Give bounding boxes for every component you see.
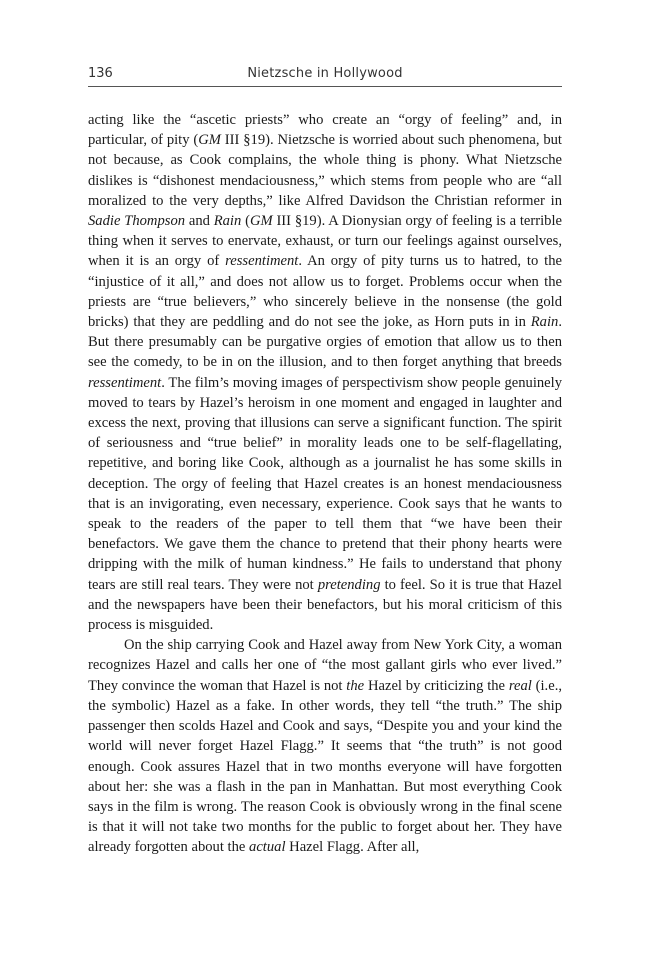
running-title: Nietzsche in Hollywood (247, 66, 403, 81)
paragraph-1: acting like the “ascetic priests” who create an “orgy of feeling” and, in particular, of pity (GM III §19). Nietzsche is worried about such phenomena, but not because, as Cook complains, the whole thing is phony. What Nietzsche dislikes is “dishonest mendaciousness,” which stems from people who are “all moralized to the very depths,” like Alfred Davidson the Christian reformer in Sadie Thompson and Rain (GM III §19). A Dionysian orgy of feeling is a terrible thing when it serves to enervate, exhaust, or turn our feelings against ourselves, when it is an orgy of ressentiment. An orgy of pity turns us to hatred, to the “injustice of it all,” and does not allow us to forget. Problems occur when the priests are “true believers,” who sincerely believe in the nonsense (the gold bricks) that they are peddling and do not see the joke, as Horn puts in in Rain. But there presumably can be purgative orgies of emotion that allow us to then see the comedy, to be in on the illusion, and to then forget anything that breeds ressentiment. The film’s moving images of perspectivism show people genuinely moved to tears by Hazel’s heroism in one moment and engaged in laughter and excess the next, proving that illusions can serve a significant function. The spirit of seriousness and “true belief” in morality leads one to be self-flagellating, repetitive, and boring like Cook, although as a journalist he has some skills in deception. The orgy of feeling that Hazel creates is an honest mendaciousness that is an invigorating, even necessary, experience. Cook says that he wants to speak to the readers of the paper to tell them that “we have been their benefactors. We gave them the chance to pretend that their phony hearts were dripping with the milk of human kindness.” He fails to understand that phony tears are still real tears. They were not pretending to feel. So it is true that Hazel and the newspapers have been their benefactors, but his moral criticism of this process is misguided. (88, 112, 562, 634)
book-page (88, 64, 562, 858)
paragraph-2: On the ship carrying Cook and Hazel away from New York City, a woman recognizes Hazel and calls her one of “the most gallant girls who ever lived.” They convince the woman that Hazel is not the Hazel by criticizing the real (i.e., the symbolic) Hazel as a fake. In other words, they tell “the truth.” The ship passenger then scolds Hazel and Cook and says, “Despite you and your kind the world will never forget Hazel Flagg.” It seems that “the truth” is not good enough. Cook assures Hazel that in two months everyone will have forgotten about her: she was a flash in the pan in Manhattan. But most everything Cook says in the film is wrong. The reason Cook is obviously wrong in the final scene is that it will not take two months for the public to forget about her. They have already forgotten about the actual Hazel Flagg. After all, (88, 637, 562, 856)
body-text (88, 110, 562, 858)
page-number: 136 (88, 66, 113, 81)
running-header (88, 64, 562, 87)
